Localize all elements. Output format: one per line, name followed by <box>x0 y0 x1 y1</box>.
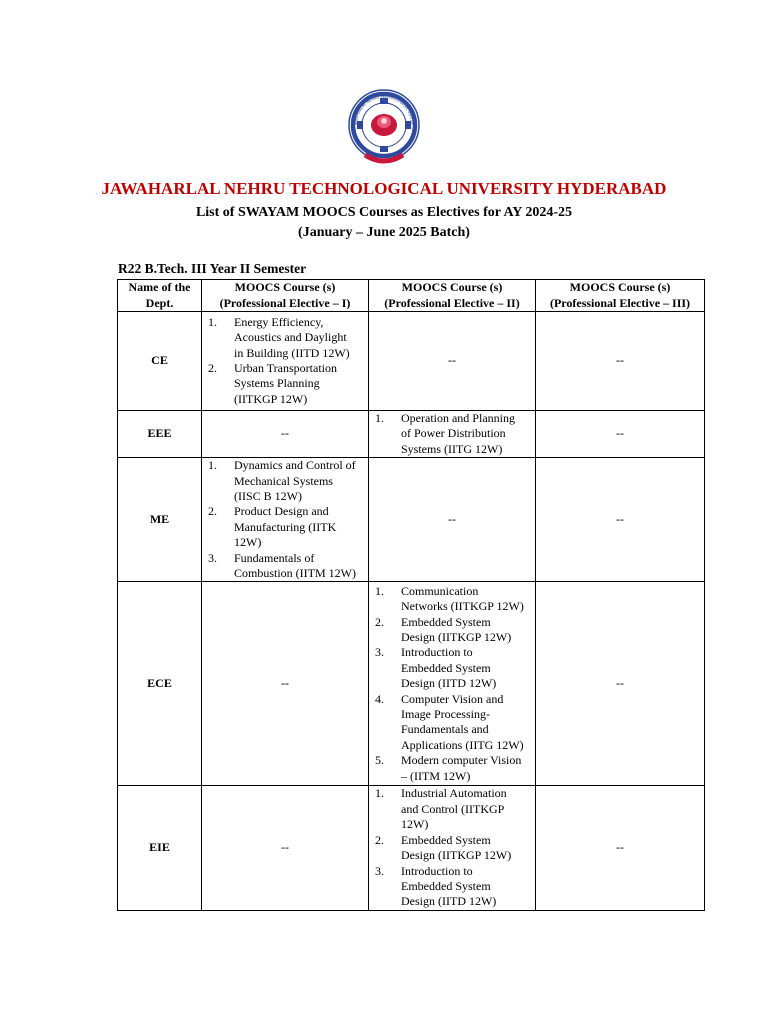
empty-cell: -- <box>536 312 705 411</box>
course-line: Computer Vision and <box>401 691 504 706</box>
dept-name: CE <box>118 312 202 411</box>
dept-name: ECE <box>118 582 202 786</box>
list-number: 1. <box>375 786 384 801</box>
course-line: Fundamentals of <box>234 550 315 565</box>
list-number: 2. <box>208 504 217 519</box>
course-name <box>401 692 535 754</box>
list-number: 3. <box>375 863 384 878</box>
list-number: 2. <box>375 832 384 847</box>
list-number: 3. <box>208 550 217 565</box>
course-name <box>401 753 535 784</box>
course-line: (IITKGP 12W) <box>234 391 308 406</box>
course-line: Embedded System <box>401 614 491 629</box>
course-line: Networks (IITKGP 12W) <box>401 599 524 614</box>
list-item <box>369 753 535 784</box>
course-line: 12W) <box>234 535 262 550</box>
empty-cell: -- <box>536 582 705 786</box>
course-line: Systems Planning <box>234 376 320 391</box>
course-name <box>401 411 535 457</box>
course-line: Introduction to <box>401 863 473 878</box>
list-number: 1. <box>208 314 217 329</box>
dept-name: EIE <box>118 786 202 910</box>
course-list <box>202 315 368 407</box>
list-item <box>369 615 535 646</box>
table-row <box>118 312 705 411</box>
course-line: Design (IITD 12W) <box>401 676 497 691</box>
university-title: JAWAHARLAL NEHRU TECHNOLOGICAL UNIVERSITY HYDERABAD <box>101 179 667 198</box>
empty-cell: -- <box>536 786 705 910</box>
course-line: Design (IITKGP 12W) <box>401 848 512 863</box>
empty-cell: -- <box>202 411 369 458</box>
course-line: Design (IITKGP 12W) <box>401 630 512 645</box>
course-line: Mechanical Systems <box>234 473 333 488</box>
list-number: 4. <box>375 691 384 706</box>
empty-cell: -- <box>536 411 705 458</box>
course-line: Embedded System <box>401 660 491 675</box>
document-title: List of SWAYAM MOOCS Courses as Electives for AY 2024-25 <box>195 205 573 220</box>
course-line: Embedded System <box>401 878 491 893</box>
course-line: Urban Transportation <box>234 361 337 375</box>
course-line: Acoustics and Daylight <box>234 330 347 345</box>
list-item <box>202 361 368 407</box>
course-line: of Power Distribution <box>401 426 506 441</box>
course-line: Systems (IITG 12W) <box>401 441 503 456</box>
header-dept: Name of the Dept. <box>118 280 202 312</box>
course-name <box>234 458 368 504</box>
university-logo <box>347 89 421 169</box>
table-row <box>118 458 705 582</box>
list-number: 1. <box>208 458 217 473</box>
course-line: Design (IITD 12W) <box>401 894 497 909</box>
course-list <box>369 584 535 784</box>
list-item <box>369 692 535 754</box>
course-list-pe2 <box>369 411 536 458</box>
list-item <box>369 864 535 910</box>
course-line: Introduction to <box>401 645 473 660</box>
course-line: (IISC B 12W) <box>234 489 302 504</box>
course-name <box>401 615 535 646</box>
table-row <box>118 582 705 786</box>
course-line: – (IITM 12W) <box>401 768 471 783</box>
course-name <box>401 584 535 615</box>
course-list-pe2 <box>369 786 536 910</box>
list-number: 1. <box>375 411 384 425</box>
list-item <box>202 458 368 504</box>
list-number: 1. <box>375 583 384 598</box>
list-item <box>369 833 535 864</box>
course-line: Product Design and <box>234 504 329 519</box>
table-row <box>118 786 705 910</box>
course-list <box>202 458 368 581</box>
course-list-pe1 <box>202 458 369 582</box>
list-item <box>202 551 368 582</box>
list-item <box>202 504 368 550</box>
empty-cell: -- <box>536 458 705 582</box>
course-line: Modern computer Vision <box>401 753 522 768</box>
course-line: in Building (IITD 12W) <box>234 345 350 360</box>
course-line: Embedded System <box>401 832 491 847</box>
course-name <box>234 315 368 361</box>
list-item <box>369 645 535 691</box>
empty-cell: -- <box>202 786 369 910</box>
list-item <box>369 411 535 457</box>
empty-cell: -- <box>369 458 536 582</box>
header-pe2: MOOCS Course (s) (Professional Elective – II) <box>369 280 536 312</box>
empty-cell: -- <box>202 582 369 786</box>
list-item <box>369 584 535 615</box>
list-item <box>369 786 535 832</box>
course-name <box>234 361 368 407</box>
course-line: Operation and Planning <box>401 411 515 425</box>
list-number: 2. <box>375 614 384 629</box>
dept-name: EEE <box>118 411 202 458</box>
course-line: Combustion (IITM 12W) <box>234 566 356 581</box>
course-line: Applications (IITG 12W) <box>401 737 524 752</box>
moocs-course-table <box>117 279 705 911</box>
course-line: Energy Efficiency, <box>234 314 324 329</box>
list-number: 2. <box>208 361 217 375</box>
empty-cell: -- <box>369 312 536 411</box>
course-name <box>401 786 535 832</box>
course-name <box>234 551 368 582</box>
course-name <box>401 833 535 864</box>
course-line: Communication <box>401 583 479 598</box>
course-list <box>369 411 535 457</box>
course-list-pe2 <box>369 582 536 786</box>
header-pe3: MOOCS Course (s) (Professional Elective – III) <box>536 280 705 312</box>
semester-heading: R22 B.Tech. III Year II Semester <box>118 261 307 276</box>
course-line: Fundamentals and <box>401 722 489 737</box>
course-list <box>369 786 535 909</box>
course-name <box>401 645 535 691</box>
list-number: 3. <box>375 645 384 660</box>
course-line: 12W) <box>401 817 429 832</box>
course-name <box>401 864 535 910</box>
course-line: Dynamics and Control of <box>234 458 356 473</box>
course-line: and Control (IITKGP <box>401 801 505 816</box>
course-line: Industrial Automation <box>401 786 507 801</box>
course-line: Image Processing- <box>401 707 490 722</box>
course-name <box>234 504 368 550</box>
dept-name: ME <box>118 458 202 582</box>
lotus-icon <box>371 114 397 136</box>
svg-text:JAWAHARLAL NEHRU TECHNOLOGICAL: JAWAHARLAL NEHRU TECHNOLOGICAL UNIVER <box>353 94 415 126</box>
table-header-row <box>118 280 705 312</box>
list-item <box>202 315 368 361</box>
list-number: 5. <box>375 753 384 768</box>
header-pe1: MOOCS Course (s) (Professional Elective – I) <box>202 280 369 312</box>
course-line: Manufacturing (IITK <box>234 519 337 534</box>
batch-subtitle: (January – June 2025 Batch) <box>298 225 470 240</box>
course-list-pe1 <box>202 312 369 411</box>
table-row <box>118 411 705 458</box>
